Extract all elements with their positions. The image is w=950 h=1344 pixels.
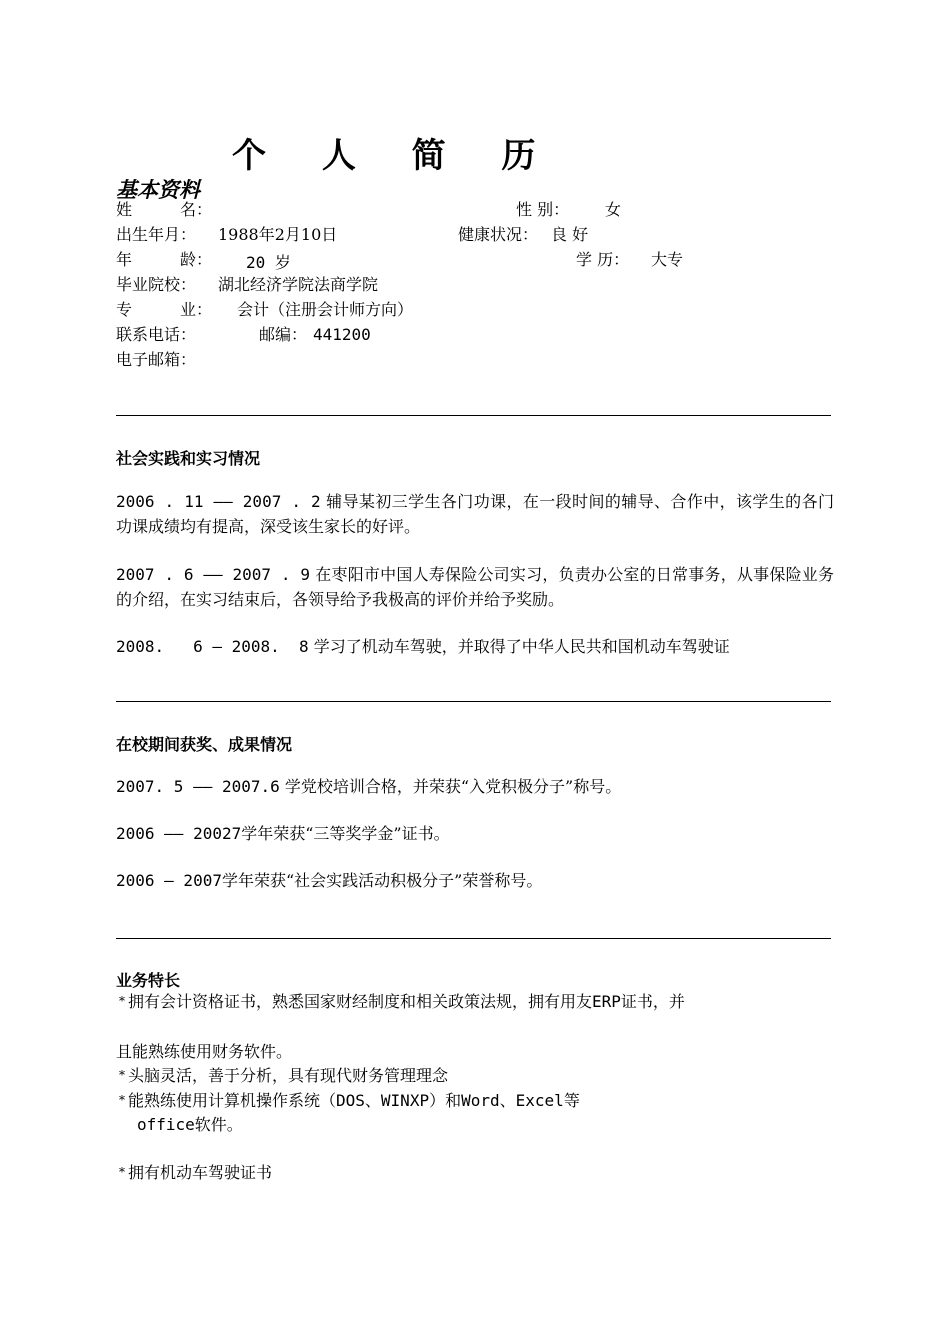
zip-value: 441200 bbox=[313, 325, 371, 344]
skill-text: 拥有机动车驾驶证书 bbox=[128, 1163, 273, 1182]
skill-text: 头脑灵活，善于分析，具有现代财务管理理念 bbox=[128, 1066, 449, 1085]
practice-text: 辅导某初三学生各门功课，在一段时间的辅导、合作中，该学生的各门功课成绩均有提高，深受该生家长的好评。 bbox=[116, 492, 834, 536]
practice-heading: 社会实践和实习情况 bbox=[116, 449, 261, 468]
major-value: 会计（注册会计师方向） bbox=[237, 300, 414, 319]
practice-date: 2007 . 6 —— 2007 . 9 bbox=[116, 565, 310, 584]
birth-value: 1988年2月10日 bbox=[218, 225, 338, 244]
skill-text: 软件。 bbox=[194, 1115, 243, 1134]
skill-item-4 bbox=[119, 1162, 272, 1183]
skill-office-apps: Word、Excel bbox=[461, 1091, 564, 1110]
health-label: 健康状况： bbox=[458, 225, 539, 244]
skill-text: 拥有会计资格证书，熟悉国家财经制度和相关政策法规，拥有用友 bbox=[128, 992, 593, 1011]
divider bbox=[116, 938, 831, 939]
skills-heading: 业务特长 bbox=[116, 971, 181, 990]
bullet-star-icon: * bbox=[119, 1093, 125, 1107]
basic-info-heading: 基本资料 bbox=[116, 177, 200, 202]
edu-value: 大专 bbox=[651, 250, 684, 269]
practice-text: 学习了机动车驾驶，并取得了中华人民共和国机动车驾驶证 bbox=[313, 637, 730, 656]
school-label: 毕业院校： bbox=[116, 275, 197, 294]
age-label: 年 龄： bbox=[116, 250, 213, 269]
edu-label: 学 历： bbox=[576, 250, 630, 269]
practice-date: 2006 . 11 —— 2007 . 2 bbox=[116, 492, 321, 511]
skill-item-1-cont: 且能熟练使用财务软件。 bbox=[116, 1042, 293, 1061]
skill-item-3 bbox=[119, 1090, 580, 1111]
award-item-2 bbox=[116, 824, 450, 844]
gender-label: 性 别： bbox=[516, 200, 570, 219]
skill-text: 能熟练使用计算机操作系统（ bbox=[128, 1091, 337, 1110]
bullet-star-icon: * bbox=[119, 1165, 125, 1179]
bullet-star-icon: * bbox=[119, 1068, 125, 1082]
bullet-star-icon: * bbox=[119, 994, 125, 1008]
practice-date: 2008. 6 — 2008. 8 bbox=[116, 637, 309, 656]
practice-text: 在枣阳市中国人寿保险公司实习，负责办公室的日常事务，从事保险业务的介绍，在实习结束后，各领导给予我极高的评价并给予奖励。 bbox=[116, 565, 834, 609]
birth-label: 出生年月： bbox=[116, 225, 197, 244]
award-date: 2007. 5 —— 2007.6 bbox=[116, 777, 280, 796]
skill-text: 等 bbox=[563, 1091, 580, 1110]
award-text: 学年荣获“三等奖学金”证书。 bbox=[241, 824, 450, 843]
award-item-3 bbox=[116, 871, 542, 891]
skill-os: DOS、WINXP bbox=[336, 1091, 430, 1110]
zip-label: 邮编： bbox=[259, 325, 308, 344]
skill-text: ）和 bbox=[429, 1091, 462, 1110]
awards-heading: 在校期间获奖、成果情况 bbox=[116, 735, 293, 754]
skill-text: 证书，并 bbox=[620, 992, 685, 1011]
skill-office: office bbox=[137, 1115, 195, 1134]
health-value: 良 好 bbox=[551, 225, 589, 244]
award-text: 学年荣获“社会实践活动积极分子”荣誉称号。 bbox=[221, 871, 543, 890]
award-text: 学党校培训合格，并荣获“入党积极分子”称号。 bbox=[284, 777, 622, 796]
phone-label: 联系电话： bbox=[116, 325, 197, 344]
age-value: 20 岁 bbox=[246, 253, 291, 272]
practice-item-3 bbox=[116, 634, 834, 659]
practice-item-2 bbox=[116, 562, 834, 612]
school-value: 湖北经济学院法商学院 bbox=[218, 275, 379, 294]
gender-value: 女 bbox=[605, 200, 622, 219]
award-date: 2006 —— 20027 bbox=[116, 824, 242, 843]
name-label: 姓 名： bbox=[116, 200, 213, 219]
award-date: 2006 — 2007 bbox=[116, 871, 222, 890]
email-label: 电子邮箱： bbox=[116, 350, 197, 369]
page-title: 个 人 简 历 bbox=[232, 136, 558, 176]
skill-erp: ERP bbox=[592, 992, 621, 1011]
divider bbox=[116, 701, 831, 702]
major-label: 专 业： bbox=[116, 300, 213, 319]
skill-item-2 bbox=[119, 1065, 448, 1086]
award-item-1 bbox=[116, 777, 621, 797]
skill-item-1 bbox=[119, 991, 685, 1012]
skill-item-3-cont bbox=[137, 1115, 243, 1135]
divider bbox=[116, 415, 831, 416]
practice-item-1 bbox=[116, 489, 834, 539]
